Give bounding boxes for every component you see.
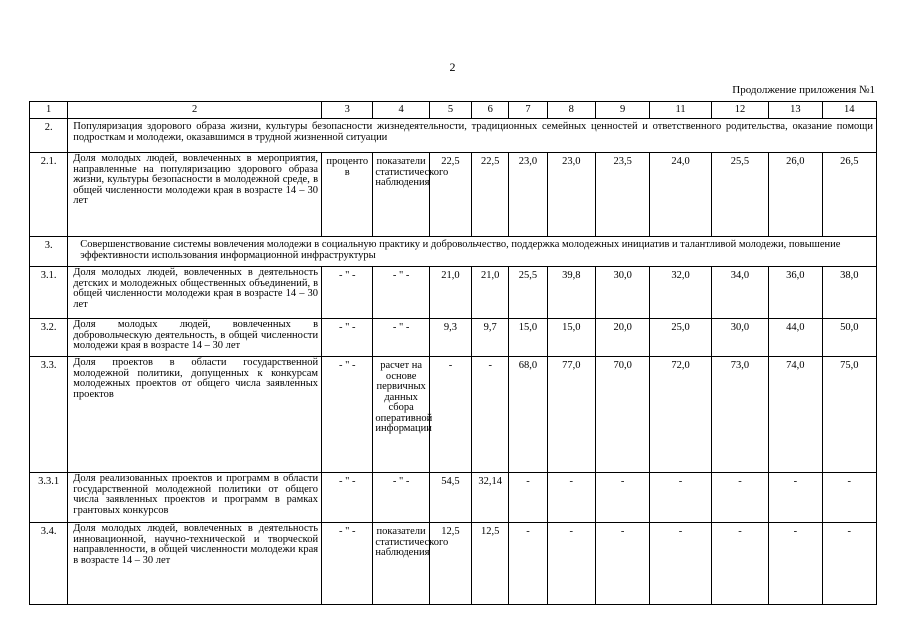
row-value: 25,5	[711, 153, 768, 237]
row-unit: - " -	[322, 357, 373, 473]
row-value: 20,0	[595, 319, 649, 357]
row-description: Доля молодых людей, вовлеченных в добровольческую деятельность, в общей численности молодежи края в возрасте 14 – 30 лет	[68, 319, 322, 357]
row-value: 32,0	[650, 267, 711, 319]
column-header: 6	[472, 102, 509, 119]
page-number: 2	[449, 60, 456, 74]
row-value: 44,0	[769, 319, 822, 357]
row-value: -	[429, 357, 471, 473]
section-number: 2.	[30, 119, 68, 153]
table-row	[30, 267, 877, 319]
section-row	[30, 119, 877, 153]
row-source: - " -	[373, 319, 429, 357]
section-row	[30, 237, 877, 267]
column-header: 1	[30, 102, 68, 119]
row-description: Доля проектов в области государственной молодежной политики, допущенных к конкурсам молодежных проектов от общего числа заявленных проектов	[68, 357, 322, 473]
row-source: - " -	[373, 267, 429, 319]
row-value: 9,3	[429, 319, 471, 357]
row-value: 30,0	[711, 319, 768, 357]
row-unit: - " -	[322, 523, 373, 605]
row-value: 68,0	[509, 357, 547, 473]
table-row	[30, 523, 877, 605]
row-value: 38,0	[822, 267, 876, 319]
row-value: -	[711, 523, 768, 605]
row-description: Доля молодых людей, вовлеченных в деятельность детских и молодежных общественных объединений, в общей численности молодежи края в возрасте 14 – 30 лет	[68, 267, 322, 319]
column-header-row	[30, 102, 877, 119]
row-value: 22,5	[429, 153, 471, 237]
row-description: Доля молодых людей, вовлеченных в деятельность инновационной, научно-технической и творческой направленности, в общей численности молодежи края в возрасте 14 – 30 лет	[68, 523, 322, 605]
section-title: Популяризация здорового образа жизни, культуры безопасности жизнедеятельности, традиционных семейных ценностей и ответственного родительства, оказание помощи подросткам и молодежи, оказавшимся в трудной жизненной ситуации	[68, 119, 877, 153]
row-unit: - " -	[322, 473, 373, 523]
row-value: 12,5	[472, 523, 509, 605]
row-value: -	[547, 523, 595, 605]
row-unit: - " -	[322, 267, 373, 319]
column-header: 11	[650, 102, 711, 119]
row-value: 73,0	[711, 357, 768, 473]
column-header: 9	[595, 102, 649, 119]
row-value: -	[650, 523, 711, 605]
row-number: 2.1.	[30, 153, 68, 237]
row-value: -	[595, 523, 649, 605]
row-value: 39,8	[547, 267, 595, 319]
row-value: 15,0	[509, 319, 547, 357]
column-header: 8	[547, 102, 595, 119]
row-value: 9,7	[472, 319, 509, 357]
row-value: -	[650, 473, 711, 523]
row-value: 24,0	[650, 153, 711, 237]
row-value: 15,0	[547, 319, 595, 357]
row-source: показатели статистического наблюдения	[373, 523, 429, 605]
row-value: -	[509, 523, 547, 605]
row-value: 32,14	[472, 473, 509, 523]
table-row	[30, 153, 877, 237]
column-header: 12	[711, 102, 768, 119]
row-value: -	[769, 473, 822, 523]
row-value: 21,0	[472, 267, 509, 319]
row-value: -	[472, 357, 509, 473]
row-value: 77,0	[547, 357, 595, 473]
row-number: 3.1.	[30, 267, 68, 319]
row-value: -	[711, 473, 768, 523]
table-row	[30, 473, 877, 523]
row-value: 54,5	[429, 473, 471, 523]
column-header: 3	[322, 102, 373, 119]
row-value: -	[509, 473, 547, 523]
row-value: 21,0	[429, 267, 471, 319]
row-unit: - " -	[322, 319, 373, 357]
table-row	[30, 319, 877, 357]
row-value: 70,0	[595, 357, 649, 473]
row-value: 26,0	[769, 153, 822, 237]
row-value: 22,5	[472, 153, 509, 237]
column-header: 13	[769, 102, 822, 119]
row-value: -	[822, 473, 876, 523]
row-value: -	[822, 523, 876, 605]
row-value: 30,0	[595, 267, 649, 319]
row-value: 23,5	[595, 153, 649, 237]
section-number: 3.	[30, 237, 68, 267]
row-source: - " -	[373, 473, 429, 523]
row-number: 3.2.	[30, 319, 68, 357]
row-number: 3.3.1	[30, 473, 68, 523]
row-value: 25,0	[650, 319, 711, 357]
row-number: 3.3.	[30, 357, 68, 473]
column-header: 5	[429, 102, 471, 119]
row-value: 34,0	[711, 267, 768, 319]
row-source: расчет на основе первичных данных сбора оперативной информации	[373, 357, 429, 473]
row-unit: процентов	[322, 153, 373, 237]
indicators-table	[29, 101, 877, 605]
row-value: 23,0	[547, 153, 595, 237]
row-source: показатели статистического наблюдения	[373, 153, 429, 237]
column-header: 7	[509, 102, 547, 119]
row-description: Доля реализованных проектов и программ в области государственной молодежной политики от общего числа заявленных проектов и программ в рамках грантовых конкурсов	[68, 473, 322, 523]
continuation-label: Продолжение приложения №1	[732, 84, 875, 96]
row-number: 3.4.	[30, 523, 68, 605]
row-value: 12,5	[429, 523, 471, 605]
column-header: 2	[68, 102, 322, 119]
row-value: 50,0	[822, 319, 876, 357]
row-value: 72,0	[650, 357, 711, 473]
column-header: 4	[373, 102, 429, 119]
section-title: Совершенствование системы вовлечения молодежи в социальную практику и добровольчество, поддержка молодежных инициатив и талантливой молодежи, повышение эффективности использования информационной инфраструктуры	[68, 237, 877, 267]
row-value: -	[595, 473, 649, 523]
row-value: -	[547, 473, 595, 523]
table-row	[30, 357, 877, 473]
row-value: 74,0	[769, 357, 822, 473]
row-value: 75,0	[822, 357, 876, 473]
row-description: Доля молодых людей, вовлеченных в мероприятия, направленные на популяризацию здорового образа жизни, культуры безопасности в молодежной среде, в общей численности молодежи края в возрасте 14 – 30 лет	[68, 153, 322, 237]
column-header: 14	[822, 102, 876, 119]
row-value: -	[769, 523, 822, 605]
row-value: 36,0	[769, 267, 822, 319]
row-value: 23,0	[509, 153, 547, 237]
row-value: 26,5	[822, 153, 876, 237]
row-value: 25,5	[509, 267, 547, 319]
